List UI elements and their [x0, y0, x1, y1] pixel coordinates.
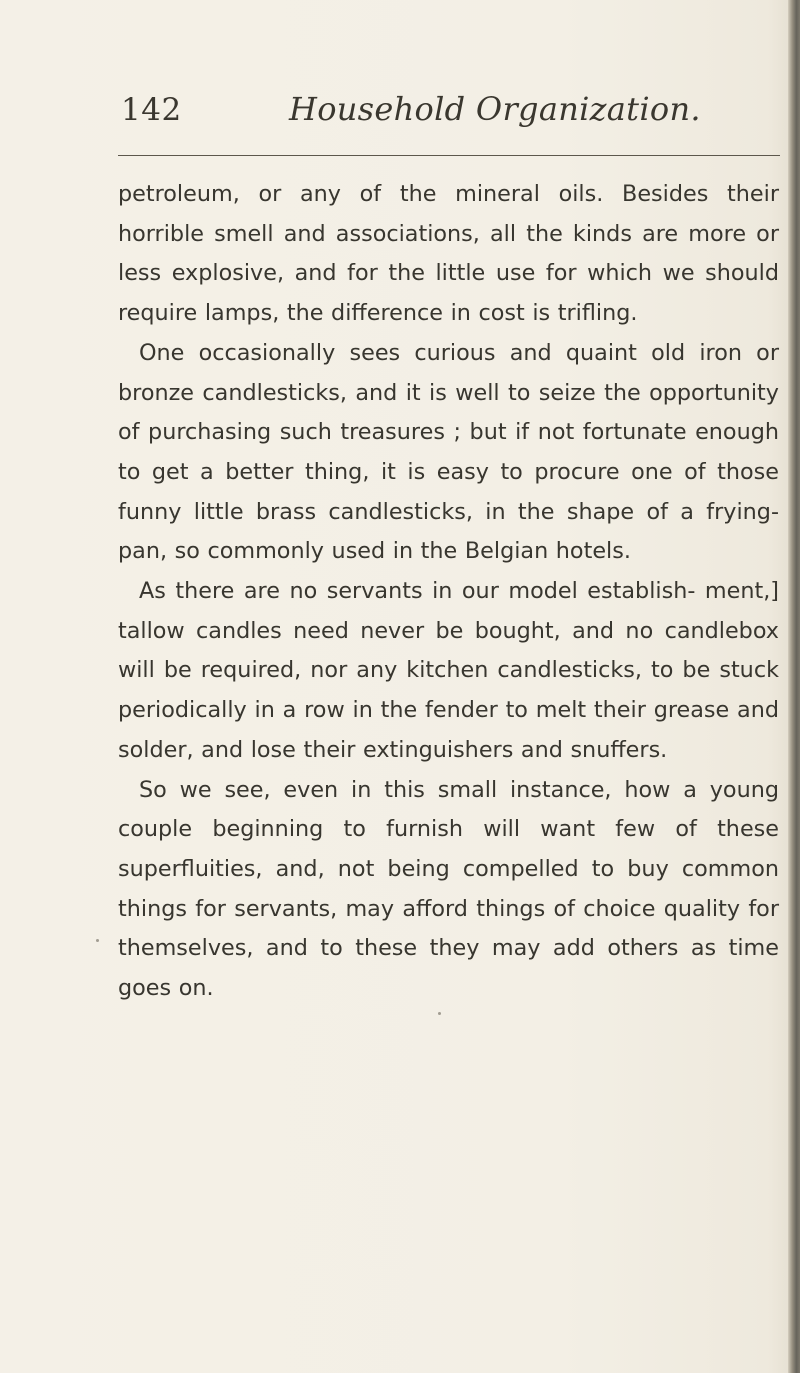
paper-speck	[96, 939, 99, 942]
body-text	[118, 175, 779, 1009]
header-rule	[118, 155, 780, 156]
paragraph-4: So we see, even in this small instance, how a young couple beginning to furnish will want few of these superfluities, and, not being compelled to buy common things for servants, may afford things of choice quality for themselves, and to these they may add others as time goes on.	[118, 776, 779, 1002]
running-title: Household Organization.	[289, 90, 701, 128]
paragraph-3: As there are no servants in our model establish- ment,] tallow candles need never be bought, and no candlebox will be required, nor any kitchen candlesticks, to be stuck periodically in a row in the fender to melt their grease and solder, and lose their extinguishers and snuffers.	[118, 578, 779, 763]
paper-speck	[438, 1012, 441, 1015]
page-edge-shadow	[788, 0, 800, 1373]
page-header	[121, 92, 800, 142]
page-number: 142	[121, 92, 182, 128]
paragraph-1: petroleum, or any of the mineral oils. Besides their horrible smell and associations, all the kinds are more or less explosive, and for the little use for which we should require lamps, the difference in cost is trifling.	[118, 181, 779, 327]
paragraph-2: One occasionally sees curious and quaint old iron or bronze candlesticks, and it is well to seize the opportunity of purchasing such treasures ; but if not fortunate enough to get a better thing, it is easy to procure one of those funny little brass candlesticks, in the shape of a frying-pan, so commonly used in the Belgian hotels.	[118, 339, 779, 565]
